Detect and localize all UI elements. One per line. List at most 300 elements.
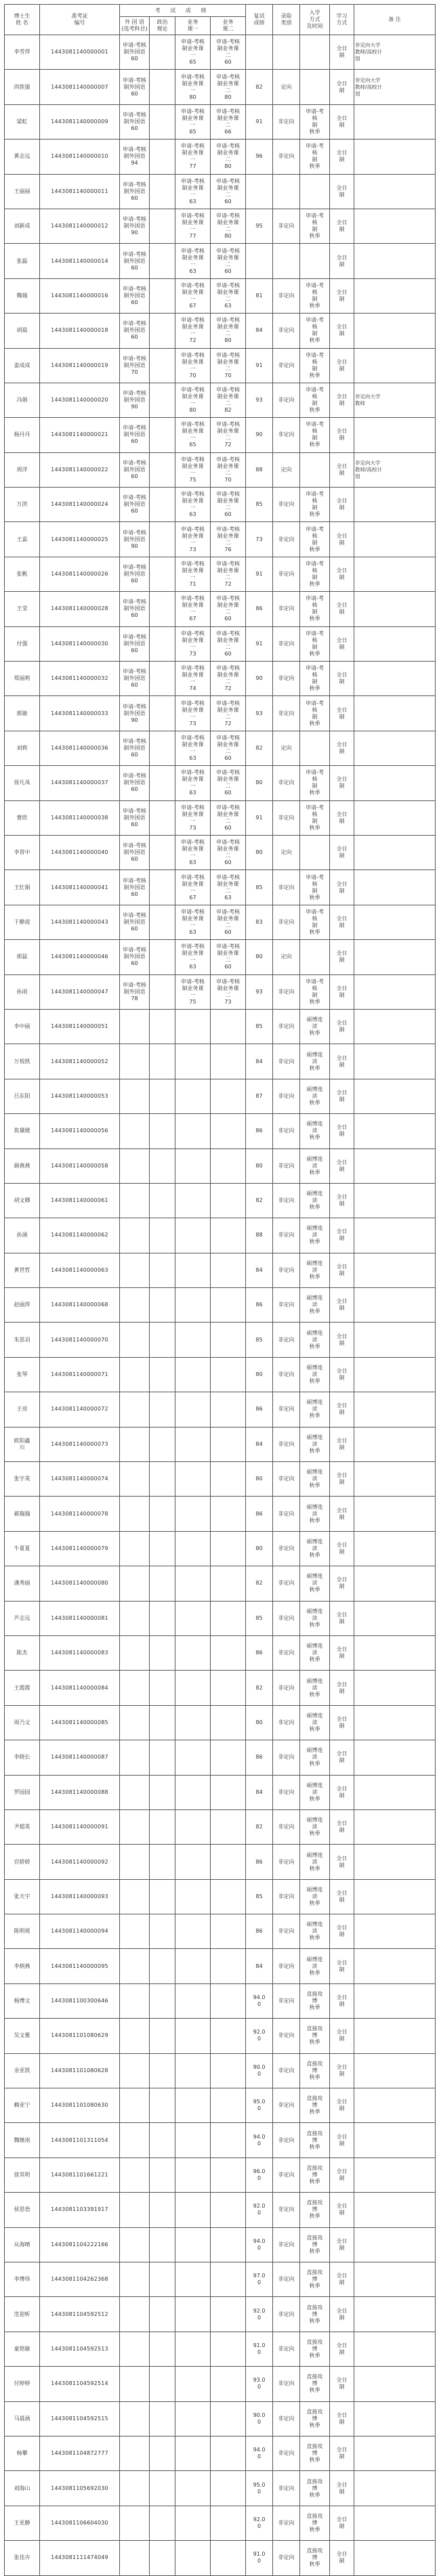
table-row <box>5 696 436 731</box>
cell-remark <box>354 1983 436 2018</box>
cell-politics <box>150 2367 175 2401</box>
cell-exam-id: 1443081104872777 <box>40 2436 120 2470</box>
cell-foreign-language <box>120 1183 150 1218</box>
cell-enroll-mode: 直接攻 博 秋季 <box>300 2193 330 2227</box>
cell-name: 黄世哲 <box>5 1253 40 1287</box>
cell-politics <box>150 1949 175 1983</box>
header-course-one: 业务 课一 <box>175 17 211 35</box>
cell-exam-id: 1443081140000007 <box>40 70 120 104</box>
cell-total: 86 <box>246 592 273 626</box>
cell-remark <box>354 1149 436 1183</box>
table-row <box>5 731 436 765</box>
cell-remark <box>354 835 436 870</box>
cell-course-two <box>211 2506 246 2540</box>
cell-exam-id: 1443081140000087 <box>40 1740 120 1775</box>
cell-politics <box>150 1601 175 1635</box>
table-row <box>5 2506 436 2540</box>
cell-enroll-mode: 申请-考 核 制 秋季 <box>300 974 330 1009</box>
cell-course-two <box>211 1635 246 1670</box>
cell-enroll-mode: 申请-考 核 制 秋季 <box>300 626 330 661</box>
cell-foreign-language <box>120 1323 150 1357</box>
cell-name: 胡晨 <box>5 314 40 348</box>
cell-total: 92.0 0 <box>246 2019 273 2053</box>
cell-exam-id: 1443081106604030 <box>40 2506 120 2540</box>
cell-category: 非定向 <box>273 2436 300 2470</box>
cell-foreign-language: 申请-考核 制外国语 60 <box>120 800 150 835</box>
table-body <box>5 35 436 2576</box>
cell-politics <box>150 278 175 313</box>
cell-category: 非定向 <box>273 2297 300 2332</box>
cell-study-mode: 全日 制 <box>330 1114 354 1149</box>
cell-study-mode: 全日 制 <box>330 626 354 661</box>
cell-total: 96.0 0 <box>246 2158 273 2192</box>
cell-remark <box>354 1009 436 1044</box>
cell-enroll-mode: 申请-考 核 制 秋季 <box>300 348 330 383</box>
cell-name: 李晋中 <box>5 835 40 870</box>
cell-foreign-language <box>120 1879 150 1914</box>
cell-exam-id: 1443081140000073 <box>40 1427 120 1461</box>
cell-category: 非定向 <box>273 592 300 626</box>
cell-category: 非定向 <box>273 1879 300 1914</box>
cell-category: 非定向 <box>273 2332 300 2366</box>
cell-exam-id: 1443081140000051 <box>40 1009 120 1044</box>
cell-name: 曹欣 <box>5 800 40 835</box>
cell-study-mode: 全日 制 <box>330 1079 354 1113</box>
cell-study-mode: 全日 制 <box>330 2158 354 2192</box>
cell-course-two <box>211 1462 246 1497</box>
cell-enroll-mode: 申请-考 核 制 秋季 <box>300 488 330 522</box>
cell-course-two: 申请-考核 制业务课 二 80 <box>211 139 246 174</box>
cell-total: 96 <box>246 139 273 174</box>
cell-exam-id: 1443081101080629 <box>40 2019 120 2053</box>
cell-study-mode: 全日 制 <box>330 1671 354 1705</box>
cell-study-mode: 全日 制 <box>330 1635 354 1670</box>
cell-name: 余亚凯 <box>5 2053 40 2088</box>
cell-exam-id: 1443081140000012 <box>40 209 120 243</box>
cell-foreign-language <box>120 2367 150 2401</box>
cell-politics <box>150 209 175 243</box>
cell-name: 欧阳鑫 川 <box>5 1427 40 1461</box>
cell-politics <box>150 1288 175 1323</box>
cell-enroll-mode: 申请-考 核 制 秋季 <box>300 800 330 835</box>
table-row <box>5 139 436 174</box>
table-row <box>5 940 436 974</box>
cell-exam-id: 1443081140000024 <box>40 488 120 522</box>
cell-remark <box>354 2123 436 2158</box>
cell-remark <box>354 278 436 313</box>
cell-exam-id: 1443081140000078 <box>40 1497 120 1531</box>
cell-enroll-mode: 申请-考 核 制 秋季 <box>300 278 330 313</box>
cell-enroll-mode: 硕博连 读 秋季 <box>300 1671 330 1705</box>
cell-total: 80 <box>246 1149 273 1183</box>
cell-study-mode: 全日 制 <box>330 2332 354 2366</box>
cell-course-two <box>211 1114 246 1149</box>
cell-politics <box>150 2158 175 2192</box>
cell-study-mode: 全日 制 <box>330 1149 354 1183</box>
cell-enroll-mode <box>300 70 330 104</box>
cell-name: 李炳燕 <box>5 1949 40 1983</box>
cell-name: 张帆 <box>5 557 40 591</box>
cell-name: 周洋 <box>5 452 40 487</box>
cell-politics <box>150 522 175 557</box>
cell-category: 非定向 <box>273 2019 300 2053</box>
cell-course-one <box>175 2053 211 2088</box>
cell-remark <box>354 2367 436 2401</box>
cell-total: 86 <box>246 1845 273 1879</box>
cell-name: 王霞霞 <box>5 1671 40 1705</box>
cell-foreign-language <box>120 1218 150 1253</box>
cell-name: 吕东阳 <box>5 1079 40 1113</box>
table-row <box>5 314 436 348</box>
cell-foreign-language: 申请-考核 制外国语 60 <box>120 174 150 209</box>
cell-study-mode: 全日 制 <box>330 1914 354 1949</box>
cell-name: 李雪萍 <box>5 35 40 70</box>
cell-total: 80 <box>246 835 273 870</box>
table-row <box>5 209 436 243</box>
cell-remark <box>354 1218 436 1253</box>
cell-foreign-language <box>120 1601 150 1635</box>
table-row <box>5 2088 436 2123</box>
cell-category: 非定向 <box>273 383 300 417</box>
cell-name: 牛夏夏 <box>5 1531 40 1566</box>
cell-category: 非定向 <box>273 870 300 905</box>
cell-category: 非定向 <box>273 800 300 835</box>
cell-course-one <box>175 2088 211 2123</box>
cell-course-one: 申请-考核 制业务课 一 73 <box>175 800 211 835</box>
cell-enroll-mode <box>300 731 330 765</box>
cell-enroll-mode: 硕博连 读 秋季 <box>300 1740 330 1775</box>
cell-enroll-mode: 申请-考 核 制 秋季 <box>300 557 330 591</box>
cell-politics <box>150 70 175 104</box>
table-row <box>5 662 436 696</box>
cell-name: 魏继南 <box>5 2123 40 2158</box>
table-row <box>5 800 436 835</box>
cell-remark <box>354 870 436 905</box>
table-row <box>5 2019 436 2053</box>
cell-enroll-mode: 硕博连 读 秋季 <box>300 1183 330 1218</box>
cell-study-mode: 全日 制 <box>330 1427 354 1461</box>
cell-category: 非定向 <box>273 2053 300 2088</box>
cell-course-one <box>175 1218 211 1253</box>
table-row <box>5 626 436 661</box>
table-row <box>5 1949 436 1983</box>
table-row <box>5 592 436 626</box>
cell-foreign-language <box>120 2262 150 2297</box>
cell-category <box>273 35 300 70</box>
cell-course-one <box>175 1671 211 1705</box>
cell-exam-id: 1443081140000028 <box>40 592 120 626</box>
cell-foreign-language <box>120 1044 150 1079</box>
table-row <box>5 174 436 209</box>
cell-enroll-mode: 申请-考 核 制 秋季 <box>300 905 330 939</box>
cell-study-mode: 全日 制 <box>330 1044 354 1079</box>
cell-total: 84 <box>246 1775 273 1809</box>
cell-course-one: 申请-考核 制业务课 一 67 <box>175 870 211 905</box>
cell-study-mode: 全日 制 <box>330 870 354 905</box>
cell-politics <box>150 905 175 939</box>
cell-politics <box>150 174 175 209</box>
cell-course-two <box>211 1949 246 1983</box>
cell-politics <box>150 1531 175 1566</box>
cell-course-one <box>175 1392 211 1427</box>
table-row <box>5 1601 436 1635</box>
table-row <box>5 2158 436 2192</box>
cell-politics <box>150 2088 175 2123</box>
cell-category: 非定向 <box>273 1183 300 1218</box>
cell-enroll-mode: 直接攻 博 秋季 <box>300 1983 330 2018</box>
table-row <box>5 1392 436 1427</box>
cell-category: 定向 <box>273 731 300 765</box>
cell-exam-id: 1443081140000022 <box>40 452 120 487</box>
table-row <box>5 2123 436 2158</box>
cell-enroll-mode: 直接攻 博 秋季 <box>300 2088 330 2123</box>
cell-total: 85 <box>246 1879 273 1914</box>
cell-enroll-mode: 直接攻 博 秋季 <box>300 2297 330 2332</box>
cell-course-two <box>211 2019 246 2053</box>
cell-exam-id: 1443081140000010 <box>40 139 120 174</box>
cell-enroll-mode <box>300 174 330 209</box>
cell-course-one: 申请-考核 制业务课 一 73 <box>175 522 211 557</box>
cell-remark <box>354 2227 436 2262</box>
cell-enroll-mode: 硕博连 读 秋季 <box>300 1079 330 1113</box>
cell-exam-id: 1443081140000041 <box>40 870 120 905</box>
cell-category: 非定向 <box>273 1671 300 1705</box>
cell-exam-id: 1443081140000033 <box>40 696 120 731</box>
table-row <box>5 974 436 1009</box>
cell-name: 张天宇 <box>5 1879 40 1914</box>
cell-politics <box>150 2227 175 2262</box>
cell-study-mode: 全日 制 <box>330 139 354 174</box>
table-row <box>5 418 436 452</box>
cell-enroll-mode: 硕博连 读 秋季 <box>300 1635 330 1670</box>
cell-category: 定向 <box>273 835 300 870</box>
cell-foreign-language <box>120 1114 150 1149</box>
cell-politics <box>150 1114 175 1149</box>
table-row <box>5 835 436 870</box>
cell-enroll-mode: 申请-考 核 制 秋季 <box>300 592 330 626</box>
cell-foreign-language <box>120 1740 150 1775</box>
table-row <box>5 522 436 557</box>
cell-course-two: 申请-考核 制业务课 二 82 <box>211 383 246 417</box>
cell-politics <box>150 2332 175 2366</box>
cell-foreign-language <box>120 1671 150 1705</box>
cell-foreign-language <box>120 1253 150 1287</box>
cell-remark <box>354 2297 436 2332</box>
cell-course-two <box>211 1879 246 1914</box>
cell-study-mode: 全日 制 <box>330 1566 354 1601</box>
cell-politics <box>150 1149 175 1183</box>
cell-remark <box>354 244 436 278</box>
cell-study-mode: 全日 制 <box>330 1775 354 1809</box>
table-row <box>5 383 436 417</box>
cell-foreign-language: 申请-考核 制外国语 60 <box>120 452 150 487</box>
cell-politics <box>150 1218 175 1253</box>
cell-foreign-language: 申请-考核 制外国语 60 <box>120 418 150 452</box>
cell-name: 张宇英 <box>5 1462 40 1497</box>
cell-remark <box>354 314 436 348</box>
cell-total: 93.0 0 <box>246 2367 273 2401</box>
cell-exam-id: 1443081140000083 <box>40 1635 120 1670</box>
cell-name: 陈杰 <box>5 1635 40 1670</box>
cell-course-one <box>175 1357 211 1392</box>
cell-politics <box>150 766 175 800</box>
cell-course-two: 申请-考核 制业务课 二 80 <box>211 70 246 104</box>
cell-study-mode: 全日 制 <box>330 1879 354 1914</box>
table-row <box>5 35 436 70</box>
cell-total: 84 <box>246 314 273 348</box>
cell-politics <box>150 1671 175 1705</box>
cell-course-one <box>175 1149 211 1183</box>
cell-course-one: 申请-考核 制业务课 一 75 <box>175 974 211 1009</box>
cell-name: 吴文雅 <box>5 2019 40 2053</box>
cell-foreign-language: 申请-考核 制外国语 60 <box>120 314 150 348</box>
table-row <box>5 1253 436 1287</box>
cell-remark <box>354 522 436 557</box>
cell-course-two <box>211 2471 246 2506</box>
cell-name: 郭敏 <box>5 696 40 731</box>
cell-exam-id: 1443081140000092 <box>40 1845 120 1879</box>
cell-study-mode: 全日 制 <box>330 940 354 974</box>
cell-course-two <box>211 2401 246 2436</box>
cell-course-two <box>211 2297 246 2332</box>
cell-course-two: 申请-考核 制业务课 二 80 <box>211 314 246 348</box>
cell-exam-id: 1443081140000025 <box>40 522 120 557</box>
cell-course-two: 申请-考核 制业务课 二 60 <box>211 488 246 522</box>
cell-foreign-language: 申请-考核 制外国语 60 <box>120 662 150 696</box>
cell-exam-id: 1443081140000091 <box>40 1809 120 1844</box>
cell-exam-id: 1443081101311054 <box>40 2123 120 2158</box>
cell-exam-id: 1443081101080628 <box>40 2053 120 2088</box>
cell-course-one <box>175 2262 211 2297</box>
cell-course-two <box>211 1079 246 1113</box>
cell-politics <box>150 731 175 765</box>
cell-category: 非定向 <box>273 1114 300 1149</box>
cell-name: 付强 <box>5 626 40 661</box>
cell-course-two <box>211 1740 246 1775</box>
cell-course-one: 申请-考核 制业务课 一 77 <box>175 139 211 174</box>
cell-category: 非定向 <box>273 1288 300 1323</box>
cell-foreign-language <box>120 2053 150 2088</box>
cell-name: 杨攀 <box>5 2436 40 2470</box>
cell-remark <box>354 2436 436 2470</box>
cell-remark <box>354 1845 436 1879</box>
cell-politics <box>150 1983 175 2018</box>
cell-foreign-language <box>120 2506 150 2540</box>
header-politics: 政治 理论 <box>150 17 175 35</box>
table-row <box>5 557 436 591</box>
cell-category: 非定向 <box>273 696 300 731</box>
table-row <box>5 905 436 939</box>
cell-enroll-mode: 硕博连 读 秋季 <box>300 1845 330 1879</box>
cell-name: 孙涵 <box>5 1218 40 1253</box>
cell-course-one: 申请-考核 制业务课 一 63 <box>175 940 211 974</box>
cell-category: 非定向 <box>273 1009 300 1044</box>
header-study-mode: 学习 方式 <box>330 5 354 35</box>
cell-enroll-mode: 直接攻 博 秋季 <box>300 2227 330 2262</box>
cell-course-two <box>211 2541 246 2575</box>
cell-course-one <box>175 2158 211 2192</box>
cell-total: 82 <box>246 731 273 765</box>
cell-exam-id: 1443081140000038 <box>40 800 120 835</box>
cell-exam-id: 1443081140000072 <box>40 1392 120 1427</box>
cell-course-one <box>175 1462 211 1497</box>
cell-total: 95 <box>246 209 273 243</box>
cell-name: 王红娟 <box>5 870 40 905</box>
cell-exam-id: 1443081140000014 <box>40 244 120 278</box>
cell-remark <box>354 1949 436 1983</box>
cell-total: 95.0 0 <box>246 2471 273 2506</box>
cell-remark <box>354 1705 436 1740</box>
cell-category: 非定向 <box>273 1149 300 1183</box>
cell-category: 非定向 <box>273 1531 300 1566</box>
cell-study-mode: 全日 制 <box>330 244 354 278</box>
cell-exam-id: 1443081140000081 <box>40 1601 120 1635</box>
cell-name: 黄志远 <box>5 139 40 174</box>
cell-course-one: 申请-考核 制业务课 一 75 <box>175 452 211 487</box>
cell-course-two <box>211 1427 246 1461</box>
cell-course-one <box>175 1427 211 1461</box>
cell-exam-id: 1443081101661221 <box>40 2158 120 2192</box>
cell-category: 非定向 <box>273 1949 300 1983</box>
cell-enroll-mode: 直接攻 博 秋季 <box>300 2019 330 2053</box>
table-row <box>5 2193 436 2227</box>
cell-politics <box>150 104 175 139</box>
cell-course-two: 申请-考核 制业务课 二 60 <box>211 174 246 209</box>
header-total: 复试 成绩 <box>246 5 273 35</box>
cell-exam-id: 1443081140000094 <box>40 1914 120 1949</box>
cell-foreign-language <box>120 2332 150 2366</box>
cell-study-mode: 全日 制 <box>330 383 354 417</box>
cell-foreign-language <box>120 1149 150 1183</box>
cell-total: 80 <box>246 940 273 974</box>
cell-name: 从海晴 <box>5 2227 40 2262</box>
cell-foreign-language <box>120 1914 150 1949</box>
cell-exam-id: 1443081105692030 <box>40 2471 120 2506</box>
cell-remark <box>354 348 436 383</box>
cell-total: 91 <box>246 104 273 139</box>
table-row <box>5 1845 436 1879</box>
cell-name: 李博伟 <box>5 2262 40 2297</box>
cell-course-one: 申请-考核 制业务课 一 72 <box>175 314 211 348</box>
cell-course-two <box>211 2193 246 2227</box>
table-row <box>5 244 436 278</box>
cell-politics <box>150 2297 175 2332</box>
cell-remark <box>354 662 436 696</box>
cell-foreign-language <box>120 2193 150 2227</box>
cell-total: 91.0 0 <box>246 2541 273 2575</box>
cell-category: 非定向 <box>273 1566 300 1601</box>
cell-study-mode: 全日 制 <box>330 1740 354 1775</box>
table-row <box>5 2227 436 2262</box>
cell-category: 非定向 <box>273 1218 300 1253</box>
cell-study-mode: 全日 制 <box>330 696 354 731</box>
cell-course-two: 申请-考核 制业务课 二 60 <box>211 905 246 939</box>
cell-study-mode: 全日 制 <box>330 2541 354 2575</box>
cell-category: 非定向 <box>273 1914 300 1949</box>
cell-study-mode: 全日 制 <box>330 314 354 348</box>
cell-name: 尚铁强 <box>5 70 40 104</box>
cell-study-mode: 全日 制 <box>330 278 354 313</box>
cell-politics <box>150 314 175 348</box>
cell-course-two <box>211 1357 246 1392</box>
cell-study-mode: 全日 制 <box>330 2019 354 2053</box>
cell-study-mode: 全日 制 <box>330 1288 354 1323</box>
cell-enroll-mode: 硕博连 读 秋季 <box>300 1531 330 1566</box>
cell-exam-id: 1443081140000061 <box>40 1183 120 1218</box>
cell-total: 91 <box>246 348 273 383</box>
cell-course-one <box>175 2541 211 2575</box>
cell-exam-id: 1443081140000080 <box>40 1566 120 1601</box>
